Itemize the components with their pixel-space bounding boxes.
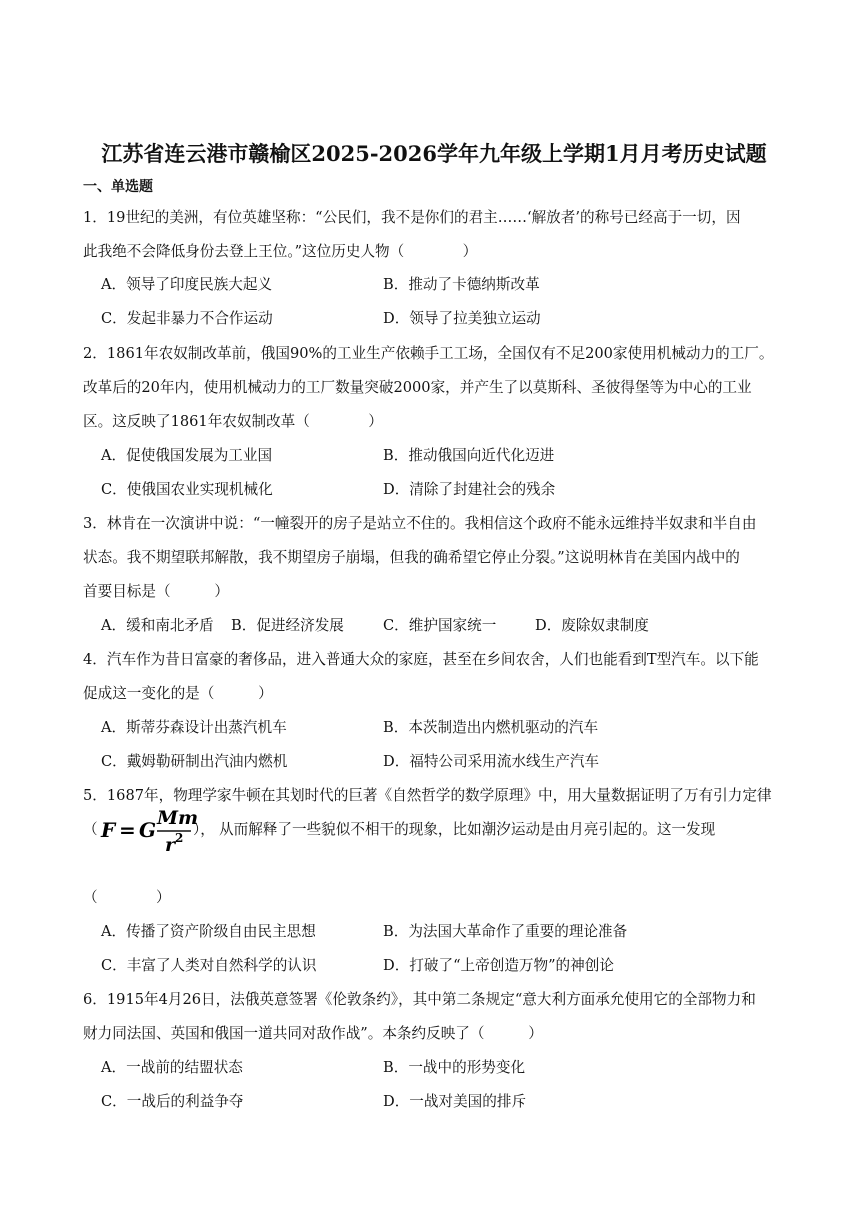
question-5-option-c: C．丰富了人类对自然科学的认识 [101,957,317,974]
question-5-formula-line [83,804,783,854]
question-1-option-c: C．发起非暴力不合作运动 [101,310,273,327]
question-3-option-a: A．缓和南北矛盾 [101,617,214,634]
formula-g: G [139,818,157,842]
question-4-text: 促成这一变化的是（ ） [83,685,273,702]
question-6-text: 6．1915年4月26日，法俄英意签署《伦敦条约》，其中第二条规定“意大利方面承允使用它的全部物力和 [83,991,756,1008]
question-6-text: 财力同法国、英国和俄国一道共同对敌作战”。本条约反映了（ ） [83,1025,543,1042]
formula-denominator: r [165,834,176,856]
page-title: 江苏省连云港市赣榆区2025-2026学年九年级上学期1月月考历史试题 [101,141,767,166]
question-3-option-c: C．维护国家统一 [383,617,497,634]
question-1-option-d: D．领导了拉美独立运动 [383,310,541,327]
question-2-option-c: C．使俄国农业实现机械化 [101,481,273,498]
formula-close-paren: ）， [193,821,215,838]
formula-f: F [101,818,116,842]
question-4-option-c: C．戴姆勒研制出汽油内燃机 [101,753,288,770]
question-1-option-a: A．领导了印度民族大起义 [101,276,273,293]
question-4-option-a: A．斯蒂芬森设计出蒸汽机车 [101,719,287,736]
question-1-text: 1．19世纪的美洲，有位英雄坚称：“公民们，我不是你们的君主……‘解放者’的称号已经高于一切，因 [83,209,741,226]
question-2-text: 改革后的20年内，使用机械动力的工厂数量突破2000家，并产生了以莫斯科、圣彼得堡等为中心的工业 [83,379,752,396]
question-4-option-d: D．福特公司采用流水线生产汽车 [383,753,600,770]
question-6-option-b: B．一战中的形势变化 [383,1059,526,1076]
question-4-option-b: B．本茨制造出内燃机驱动的汽车 [383,719,599,736]
question-5-option-b: B．为法国大革命作了重要的理论准备 [383,923,628,940]
question-4-text: 4．汽车作为昔日富豪的奢侈品，进入普通大众的家庭，甚至在乡间农舍，人们也能看到T型汽车。以下能 [83,651,759,668]
formula-exponent: 2 [175,831,184,845]
question-3-text: 首要目标是（ ） [83,583,229,600]
formula-open-paren: （ [83,821,98,838]
question-5-option-a: A．传播了资产阶级自由民主思想 [101,923,316,940]
question-3-text: 状态。我不期望联邦解散，我不期望房子崩塌，但我的确希望它停止分裂。”这说明林肯在美国内战中的 [83,549,740,566]
question-5-option-d: D．打破了“上帝创造万物”的神创论 [383,957,614,974]
question-6-option-a: A．一战前的结盟状态 [101,1059,243,1076]
question-3-option-b: B．促进经济发展 [231,617,344,634]
question-2-option-b: B．推动俄国向近代化迈进 [383,447,555,464]
question-3-text: 3．林肯在一次演讲中说：“一幢裂开的房子是站立不住的。我相信这个政府不能永远维持半奴隶和半自由 [83,515,757,532]
question-2-text: 2．1861年农奴制改革前，俄国90%的工业生产依赖手工工场，全国仅有不足200家使用机械动力的工厂。 [83,345,774,362]
question-1-text: 此我绝不会降低身份去登上王位。”这位历史人物（ ） [83,243,478,260]
question-1-option-b: B．推动了卡德纳斯改革 [383,276,540,293]
question-5-text: （ ） [83,889,171,906]
question-2-option-a: A．促使俄国发展为工业国 [101,447,273,464]
formula-numerator: Mm [157,807,199,829]
question-6-option-c: C．一战后的利益争夺 [101,1093,244,1110]
question-3-option-d: D．废除奴隶制度 [535,617,649,634]
section-heading: 一、单选题 [83,179,153,195]
question-5-text: 从而解释了一些貌似不相干的现象，比如潮汐运动是由月亮引起的。这一发现 [219,821,716,838]
question-6-option-d: D．一战对美国的排斥 [383,1093,527,1110]
question-5-text: 5．1687年，物理学家牛顿在其划时代的巨著《自然哲学的数学原理》中，用大量数据证明了万有引力定律 [83,787,772,804]
question-2-option-d: D．清除了封建社会的残余 [383,481,556,498]
question-2-text: 区。这反映了1861年农奴制改革（ ） [83,413,383,430]
formula-equals: = [119,818,136,842]
